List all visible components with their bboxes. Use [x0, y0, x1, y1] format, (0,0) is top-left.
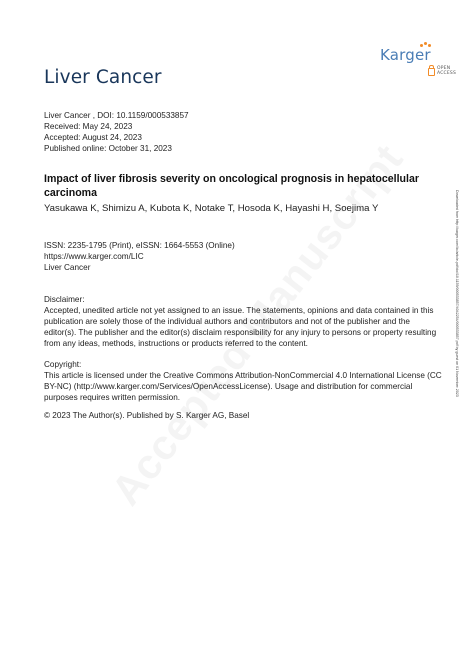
article-title: Impact of liver fibrosis severity on oncological prognosis in hepatocellular carcinoma: [44, 173, 419, 199]
journal-url[interactable]: https://www.karger.com/LIC: [44, 252, 144, 261]
open-access-line-1: OPEN: [437, 66, 451, 71]
disclaimer-section: [44, 294, 442, 349]
karger-logo: [380, 42, 460, 82]
issn-line: ISSN: 2235-1795 (Print), eISSN: 1664-5553 (Online): [44, 241, 235, 250]
journal-title: Liver Cancer: [44, 67, 162, 88]
article-metadata: [44, 110, 189, 154]
logo-wordmark: Karger: [380, 46, 431, 64]
disclaimer-text: Accepted, unedited article not yet assigned to an issue. The statements, opinions and data contained in this publication are solely those of the individual authors and contributors and not of the publisher and the editor(s). The publisher and the editor(s) disclaim responsibility for any injury to persons or property resulting from any ideas, methods, instructions or products referred to the content.: [44, 306, 437, 348]
doi-line: Liver Cancer , DOI: 10.1159/000533857: [44, 111, 189, 120]
copyright-section: [44, 359, 442, 403]
open-access-line-2: ACCESS: [437, 71, 457, 76]
license-text: This article is licensed under the Creative Commons Attribution-NonCommercial 4.0 International License (CC BY-NC) (http://www.karger.com/Services/OpenAccessLicense). Usage and distribution for commercial purposes requires written permission.: [44, 371, 442, 402]
open-access-badge: [428, 66, 468, 80]
copyright-heading: Copyright:: [44, 360, 82, 369]
received-date: Received: May 24, 2023: [44, 122, 133, 131]
author-list: Yasukawa K, Shimizu A, Kubota K, Notake T, Hosoda K, Hayashi H, Soejima Y: [44, 203, 379, 214]
disclaimer-heading: Disclaimer:: [44, 295, 85, 304]
published-date: Published online: October 31, 2023: [44, 144, 172, 153]
download-side-note: [455, 190, 459, 650]
open-lock-icon: [428, 68, 435, 76]
issn-block: [44, 240, 235, 273]
issn-journal-name: Liver Cancer: [44, 263, 91, 272]
download-note-text: Downloaded from http://karger.com/lic/article-pdf/doi/10.1159/000533857/4042254/000533857.pdf by guest on 01 November 2023: [455, 190, 459, 397]
copyright-notice: © 2023 The Author(s). Published by S. Karger AG, Basel: [44, 411, 250, 420]
accepted-date: Accepted: August 24, 2023: [44, 133, 142, 142]
